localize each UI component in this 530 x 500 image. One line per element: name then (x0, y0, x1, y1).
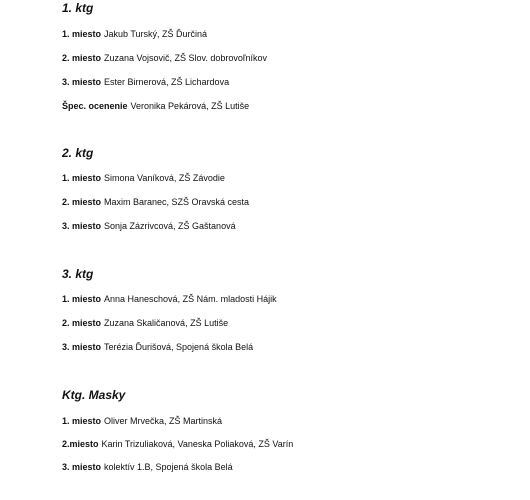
winner-text: Jakub Turský, ZŠ Ďurčiná (104, 29, 208, 39)
rank-label: 2. miesto (62, 318, 102, 328)
result-entry (62, 317, 228, 329)
category-section-3 (62, 267, 502, 357)
winner-text: Oliver Mrvečka, ZŠ Martinská (104, 416, 223, 426)
rank-label: 2. miesto (62, 53, 102, 63)
rank-label: 3. miesto (62, 342, 102, 352)
result-entry (62, 172, 225, 184)
category-title: 3. ktg (62, 267, 94, 281)
category-section-masky (62, 388, 502, 488)
result-entry (62, 415, 222, 427)
rank-label: 2.miesto (62, 439, 99, 449)
winner-text: kolektív 1.B, Spojená škola Belá (104, 462, 233, 472)
result-entry (62, 100, 249, 112)
category-title: 2. ktg (62, 146, 94, 160)
rank-label: 3. miesto (62, 221, 102, 231)
result-entry (62, 220, 236, 232)
winner-text: Zuzana Vojsovič, ZŠ Slov. dobrovoľníkov (104, 53, 268, 63)
rank-label: Špec. ocenenie (62, 101, 128, 111)
result-entry (62, 28, 207, 40)
winner-text: Maxim Baranec, SZŠ Oravská cesta (104, 197, 250, 207)
winner-text: Zuzana Skaličanová, ZŠ Lutiše (104, 318, 229, 328)
category-section-1 (62, 1, 502, 121)
winner-text: Karin Trizuliaková, Vaneska Poliaková, ZŠ Varín (101, 439, 294, 449)
result-entry (62, 293, 277, 305)
rank-label: 1. miesto (62, 416, 102, 426)
winner-text: Ester Birnerová, ZŠ Lichardova (104, 77, 230, 87)
winner-text: Sonja Zázrivcová, ZŠ Gaštanová (104, 221, 236, 231)
result-entry (62, 438, 293, 450)
result-entry (62, 76, 229, 88)
result-entry (62, 461, 233, 473)
category-section-2 (62, 146, 502, 236)
category-title: 1. ktg (62, 1, 94, 15)
rank-label: 1. miesto (62, 294, 102, 304)
winner-text: Veronika Pekárová, ZŠ Lutiše (130, 101, 250, 111)
winner-text: Anna Haneschová, ZŠ Nám. mladosti Hájik (104, 294, 277, 304)
rank-label: 1. miesto (62, 173, 102, 183)
rank-label: 3. miesto (62, 77, 102, 87)
result-entry (62, 196, 249, 208)
result-entry (62, 341, 253, 353)
winner-text: Terézia Ďurišová, Spojená škola Belá (104, 342, 254, 352)
rank-label: 1. miesto (62, 29, 102, 39)
result-entry (62, 52, 267, 64)
winner-text: Simona Vaníková, ZŠ Závodie (104, 173, 225, 183)
category-title: Ktg. Masky (62, 388, 126, 402)
rank-label: 3. miesto (62, 462, 102, 472)
rank-label: 2. miesto (62, 197, 102, 207)
